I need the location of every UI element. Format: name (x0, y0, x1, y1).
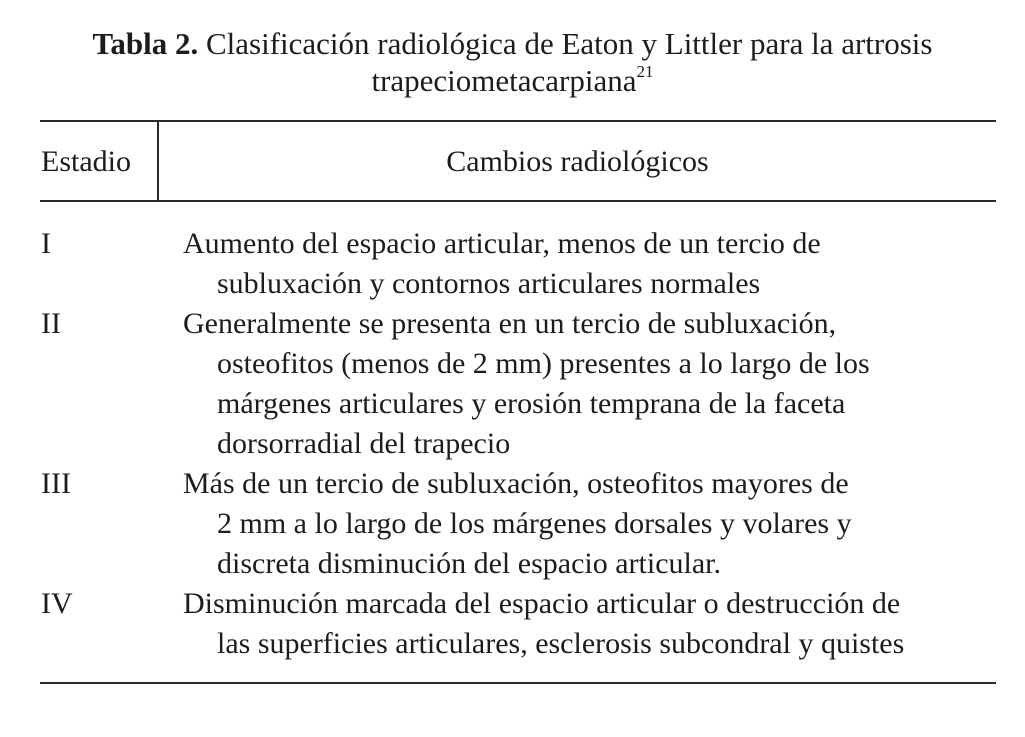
row-1-stage: I (41, 227, 51, 260)
row-2-line-3: márgenes articulares y erosión temprana de la faceta (217, 387, 846, 420)
row-3-description (183, 464, 852, 584)
row-4-description (183, 584, 904, 664)
table-caption-continued (0, 62, 1025, 99)
row-2-stage: II (41, 307, 61, 340)
row-3-line-2: 2 mm a lo largo de los márgenes dorsales y volares y (217, 507, 852, 540)
row-3-stage: III (41, 467, 71, 500)
row-1-line-1: Aumento del espacio articular, menos de un tercio de (183, 227, 821, 260)
table-bottom-rule (40, 682, 996, 684)
row-2-line-2: osteofitos (menos de 2 mm) presentes a lo largo de los (217, 347, 870, 380)
caption-reference: 21 (636, 61, 654, 81)
row-3-line-3: discreta disminución del espacio articular. (217, 547, 721, 580)
header-changes: Cambios radiológicos (446, 145, 709, 178)
row-2-line-4: dorsorradial del trapecio (217, 427, 511, 460)
caption-title-line1: Clasificación radiológica de Eaton y Littler para la artrosis (205, 26, 933, 61)
table-caption (0, 25, 1025, 62)
row-1-line-2: subluxación y contornos articulares normales (217, 267, 761, 300)
row-4-line-1: Disminución marcada del espacio articular o destrucción de (183, 587, 901, 620)
row-3-line-1: Más de un tercio de subluxación, osteofitos mayores de (183, 467, 849, 500)
row-4-line-2: las superficies articulares, esclerosis subcondral y quistes (217, 627, 905, 660)
caption-title-line2: trapeciometacarpiana (371, 63, 637, 98)
table-header-rule (40, 200, 996, 202)
table-top-rule (40, 120, 996, 122)
row-1-description (183, 224, 821, 304)
caption-label: Tabla 2. (92, 26, 199, 61)
row-2-line-1: Generalmente se presenta en un tercio de subluxación, (183, 307, 837, 340)
row-2-description (183, 304, 870, 464)
header-stage: Estadio (41, 145, 131, 178)
row-4-stage: IV (41, 587, 73, 620)
